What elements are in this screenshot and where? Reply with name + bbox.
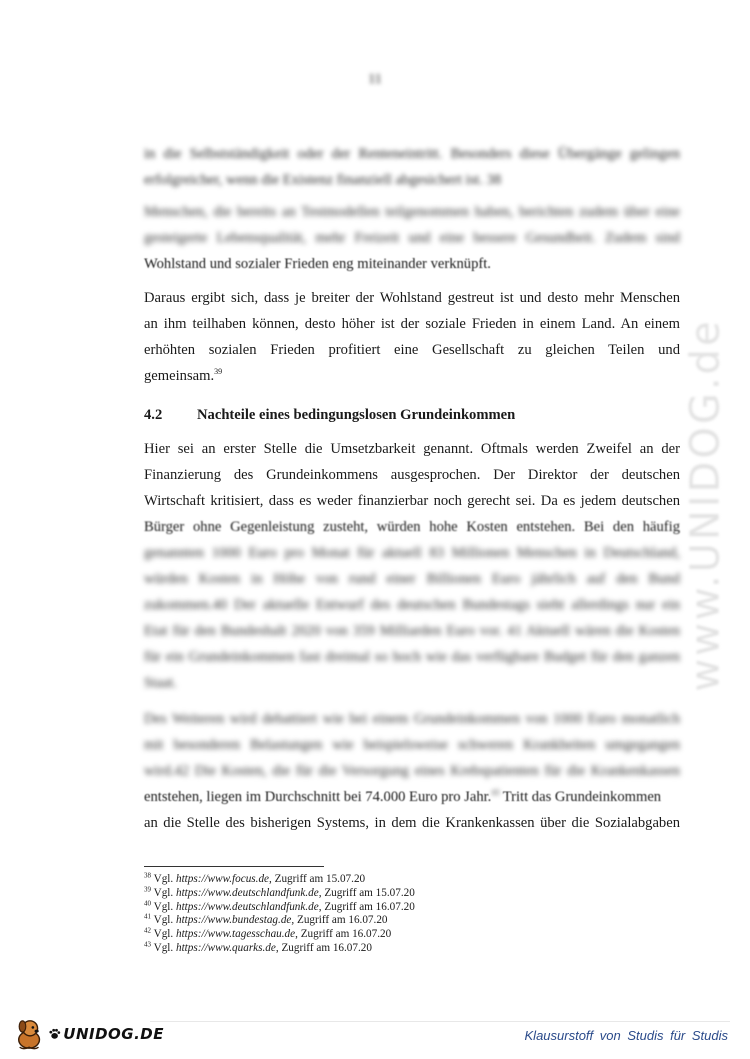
section-title: Nachteile eines bedingungslosen Grundeinkommen (197, 407, 516, 423)
text-line: in die Selbstständigkeit oder der Renteneintritt. Besonders diese Übergänge gelingen (144, 146, 680, 162)
text-line: Menschen, die bereits an Testmodellen teilgenommen haben, berichten zudem über eine (144, 204, 680, 220)
footnotes (144, 873, 680, 956)
paw-icon (48, 1027, 61, 1041)
footnote: $^{43}$ Vgl. https://www.quarks.de, Zugriff am 16.07.20 (144, 940, 372, 954)
footnote-ref: 39 (214, 367, 223, 377)
watermark: www.UNIDOG.de (683, 318, 729, 692)
text-line: Bürger ohne Gegenleistung zusteht, würden hohe Kosten entstehen. Bei den häufig (144, 519, 680, 535)
footnote-link[interactable]: https://www.quarks.de (175, 941, 276, 954)
text-line: Hier sei an erster Stelle die Umsetzbarkeit genannt. Oftmals werden Zweifel an der (144, 441, 680, 457)
text-line: mit besonderen Belastungen wie beispielsweise schweren Krankheiten umgegangen (144, 737, 680, 753)
footer-tagline: Klausurstoff von Studis für Studis (524, 1028, 728, 1043)
footer-divider (150, 1021, 730, 1022)
text-line: an ihm teilhaben können, desto höher ist der soziale Frieden in einem Land. An einem (144, 316, 680, 332)
text-line: Des Weiteren wird debattiert wie bei einem Grundeinkommen von 1000 Euro monatlich (144, 711, 680, 727)
paragraph-5 (144, 706, 680, 836)
text-line: Wohlstand und sozialer Frieden eng miteinander verknüpft. (144, 256, 491, 272)
footnote-link[interactable]: https://www.tagesschau.de (175, 928, 296, 941)
text-line: Finanzierung des Grundeinkommens ausgesprochen. Der Direktor der deutschen (144, 467, 680, 483)
section-heading (144, 404, 680, 426)
unidog-logo[interactable] (14, 1014, 164, 1054)
text-line: erfolgreicher, wenn die Existenz finanziell abgesichert ist. 38 (144, 172, 502, 188)
paragraph-2 (144, 199, 680, 277)
text-line: wird.42 Die Kosten, die für die Versorgung eines Krebspatienten für die Krankenkassen (144, 763, 680, 779)
text-line: genannten 1000 Euro pro Monat für aktuell 83 Millionen Menschen in Deutschland, (144, 545, 680, 561)
page-number: 11 (368, 72, 382, 87)
footnote: $^{39}$ Vgl. https://www.deutschlandfunk.de, Zugriff am 15.07.20 (144, 885, 415, 899)
footnote-link[interactable]: https://www.focus.de, (175, 873, 272, 885)
text-line: an die Stelle des bisherigen Systems, in dem die Krankenkassen über die Sozialabgaben (144, 815, 680, 831)
text-line: würden Kosten in Höhe von rund einer Billionen Euro jährlich auf den Bund (144, 571, 680, 587)
text-line: zukommen.40 Der aktuelle Entwurf des deutschen Bundestags sieht allerdings nur ein (144, 597, 680, 613)
footnote: $^{42}$ Vgl. https://www.tagesschau.de, Zugriff am 16.07.20 (144, 926, 392, 941)
footnote-link[interactable]: https://www.bundestag.de, (175, 914, 295, 927)
text-line: erhöhten sozialen Frieden profitiert eine Gesellschaft zu gleichen Teilen und (144, 342, 680, 358)
footnote: $^{38}$ Vgl. https://www.focus.de, Zugriff am 15.07.20 (144, 871, 366, 885)
text-line: Etat für den Bundeshalt 2020 von 359 Milliarden Euro vor. 41 Aktuell wären die Kosten (144, 623, 680, 639)
text-line: gesteigerte Lebensqualität, mehr Freizeit und eine bessere Gesundheit. Zudem sind (144, 230, 680, 246)
footnote: $^{41}$ Vgl. https://www.bundestag.de, Zugriff am 16.07.20 (144, 912, 388, 927)
paragraph-1 (144, 141, 680, 193)
paragraph-3 (144, 285, 680, 389)
text-line: Staat. (144, 675, 177, 691)
logo-text: UNIDOG.DE (63, 1025, 164, 1043)
text-line: für ein Grundeinkommen fast dreimal so hoch wie das verfügbare Budget für den ganzen (144, 649, 680, 665)
dog-icon (14, 1016, 46, 1052)
footnote-divider (144, 866, 324, 867)
text-line: entstehen, liegen im Durchschnitt bei 74.000 Euro pro Jahr.$^{43}$ Tritt das Grundeinkommen (144, 788, 662, 805)
text-line: Daraus ergibt sich, dass je breiter der Wohlstand gestreut ist und desto mehr Menschen (144, 290, 680, 306)
text-line: gemeinsam.$^{39}$ (144, 367, 223, 384)
footnote-link[interactable]: https://www.deutschlandfunk.de, (175, 886, 322, 899)
text-line: Wirtschaft kritisiert, dass es weder finanzierbar noch gerecht sei. Da es jedem deutschen (144, 493, 680, 509)
footnote: $^{40}$ Vgl. https://www.deutschlandfunk.de, Zugriff am 16.07.20 (144, 898, 415, 913)
footnote-link[interactable]: https://www.deutschlandfunk.de (175, 900, 319, 913)
section-number: 4.2 (144, 407, 163, 423)
paragraph-4 (144, 436, 680, 696)
